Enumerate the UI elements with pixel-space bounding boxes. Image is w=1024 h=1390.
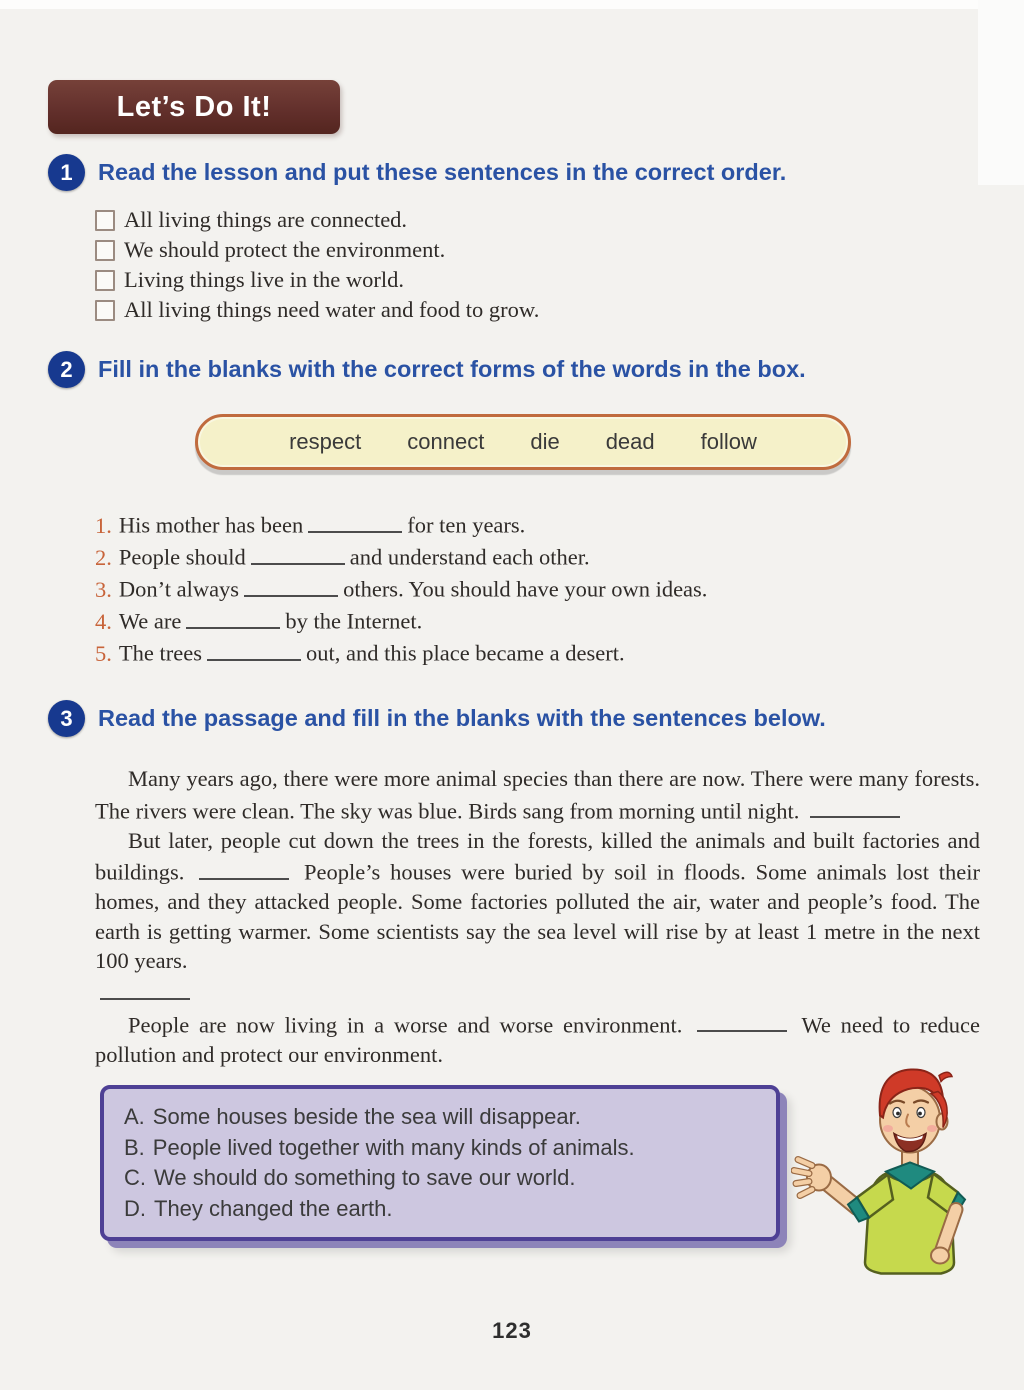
blank-line	[810, 794, 900, 819]
checkbox-item-label: All living things are connected.	[124, 207, 408, 232]
answer-option	[124, 1133, 760, 1164]
fill-in-sentence	[95, 604, 1024, 636]
exercise2-header	[48, 351, 984, 388]
blank-line	[308, 508, 402, 533]
sentence-number: 1.	[95, 512, 112, 538]
sentence-text-before: People should	[118, 544, 246, 570]
word-box-word: respect	[289, 429, 362, 454]
lesson-banner	[48, 80, 340, 134]
exercise1-number-badge: 1	[48, 154, 85, 191]
sentence-text-before: Don’t always	[118, 576, 240, 602]
checkbox-icon	[95, 270, 115, 291]
passage-paragraph: Many years ago, there were more animal species than there are now. There were many forests. The rivers were clean. The sky was blue. Birds sang from morning until night.	[95, 766, 980, 823]
option-text: Some houses beside the sea will disappear.	[152, 1104, 581, 1129]
word-box-word: dead	[605, 429, 655, 454]
sentence-number: 3.	[95, 576, 112, 602]
checkbox-item	[95, 295, 1024, 325]
exercise3-number-badge: 3	[48, 700, 85, 737]
blank-line	[207, 636, 301, 661]
banner-title: Let’s Do It!	[116, 90, 272, 123]
option-text: People lived together with many kinds of animals.	[152, 1134, 635, 1160]
checkbox-item	[95, 205, 1024, 235]
fill-in-sentence	[95, 572, 1024, 604]
exercise1-header	[48, 154, 984, 191]
word-box-word: connect	[407, 429, 485, 454]
sentence-number: 2.	[95, 544, 112, 570]
fill-in-sentence	[95, 636, 1024, 668]
sentence-text-after: for ten years.	[407, 512, 526, 538]
answer-option	[124, 1163, 760, 1194]
page-number: 123	[492, 1318, 532, 1343]
checkbox-item	[95, 235, 1024, 265]
blank-line	[100, 976, 190, 1001]
checkbox-item-label: We should protect the environment.	[124, 237, 446, 262]
sentence-number: 5.	[95, 640, 112, 666]
sentence-text-before: His mother has been	[118, 512, 304, 538]
blank-line	[199, 855, 289, 880]
fill-in-sentences	[95, 508, 1024, 668]
scan-edge-corner	[978, 0, 1024, 185]
exercise2-title: Fill in the blanks with the correct forms of the words in the box.	[98, 356, 806, 382]
answer-options-box	[100, 1085, 780, 1241]
sentence-text-after: others. You should have your own ideas.	[343, 576, 708, 602]
checkbox-item	[95, 265, 1024, 295]
blank-line	[244, 572, 338, 597]
boy-illustration	[791, 1056, 1021, 1284]
checkbox-item-label: Living things live in the world.	[124, 267, 404, 292]
exercise1-title: Read the lesson and put these sentences in the correct order.	[98, 159, 787, 185]
blank-line	[697, 1008, 787, 1033]
option-letter: C.	[124, 1165, 146, 1190]
option-letter: B.	[124, 1134, 145, 1160]
sentence-text-after: by the Internet.	[285, 608, 423, 634]
passage-paragraph: But later, people cut down the trees in the forests, killed the animals and built factories and buildings. People’s houses were buried by soil in floods. Some animals lost their homes, and they attacked people. Some factories polluted the air, water and people’s food. The earth is getting warmer. Some scientists say the sea level will rise by at least 1 metre in the next 100 years.	[95, 827, 980, 973]
blank-line	[186, 604, 280, 629]
passage-paragraph: People are now living in a worse and worse environment. We need to reduce pollution and protect our environment.	[95, 1008, 980, 1070]
fill-in-sentence	[95, 508, 1024, 540]
option-text: They changed the earth.	[154, 1195, 393, 1221]
word-box	[195, 414, 851, 470]
checkbox-item-label: All living things need water and food to grow.	[124, 297, 540, 322]
passage-paragraph	[95, 976, 980, 1008]
sentence-text-after: out, and this place became a desert.	[305, 640, 625, 666]
sentence-text-after: and understand each other.	[349, 544, 590, 570]
option-letter: A.	[124, 1104, 145, 1129]
fill-in-sentence	[95, 540, 1024, 572]
option-text: We should do something to save our world.	[154, 1165, 576, 1190]
exercise3-title: Read the passage and fill in the blanks with the sentences below.	[98, 705, 826, 731]
sentence-number: 4.	[95, 608, 112, 634]
checkbox-icon	[95, 300, 115, 321]
sentence-text-before: The trees	[118, 640, 202, 666]
checkbox-icon	[95, 240, 115, 261]
sentence-text-before: We are	[118, 608, 182, 634]
exercise3-header	[48, 700, 984, 737]
option-letter: D.	[124, 1195, 146, 1221]
word-box-word: follow	[700, 429, 757, 454]
scan-edge-top	[0, 0, 1024, 9]
exercise2-number-badge: 2	[48, 351, 85, 388]
checkbox-icon	[95, 210, 115, 231]
blank-line	[251, 540, 345, 565]
reading-passage	[95, 764, 980, 1069]
checkbox-list	[95, 205, 1024, 325]
answer-option	[124, 1194, 760, 1225]
answer-option	[124, 1102, 760, 1133]
word-box-word: die	[530, 429, 560, 454]
